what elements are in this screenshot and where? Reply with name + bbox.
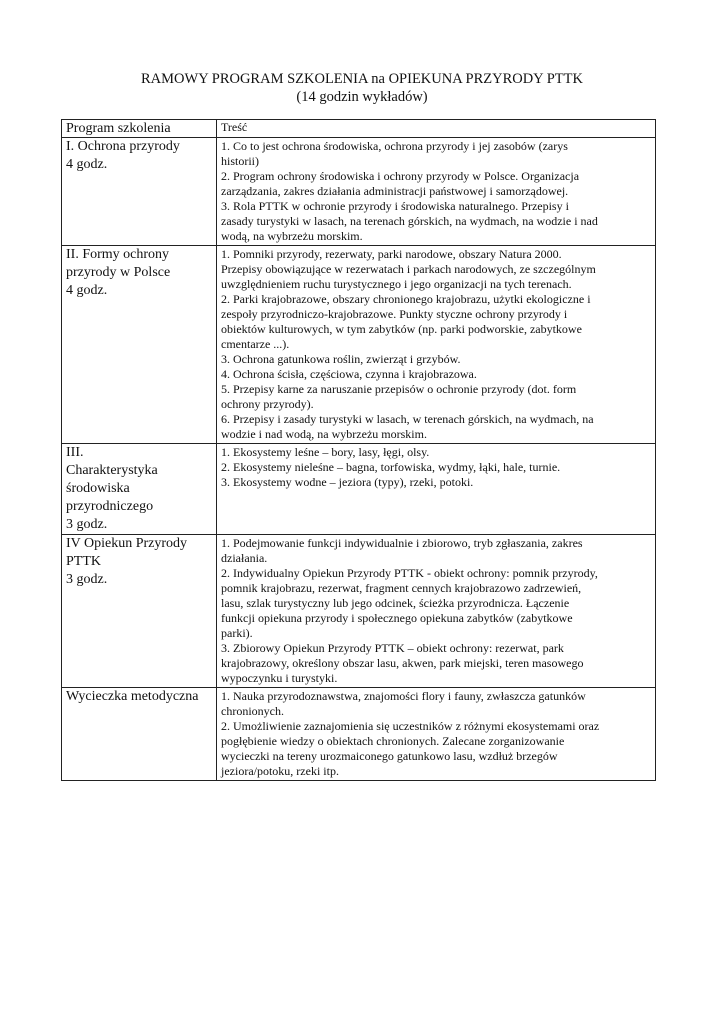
content-line: 5. Przepisy karne za naruszanie przepisów o ochronie przyrody (dot. form [221,382,577,396]
program-line: III. [66,445,84,460]
content-line: zasady turystyki w lasach, na terenach górskich, na wydmach, na wodzie i nad [221,214,598,228]
content-line: lasu, szlak turystyczny lub jego odcinek, ścieżka przyrodnicza. Łączenie [221,596,570,610]
table-row [62,138,656,246]
program-line: Wycieczka metodyczna [66,689,199,704]
table-header-row [62,120,656,138]
content-cell [217,535,656,688]
program-line: 4 godz. [66,283,108,298]
program-line: przyrody w Polsce [66,265,171,280]
header-program: Program szkolenia [62,120,217,138]
program-line: 4 godz. [66,157,108,172]
content-line: 2. Umożliwienie zaznajomienia się uczestników z różnymi ekosystemami oraz [221,719,600,733]
content-line: 1. Ekosystemy leśne – bory, lasy, łęgi, olsy. [221,445,430,459]
content-line: Przepisy obowiązujące w rezerwatach i parkach narodowych, ze szczególnym [221,262,596,276]
table-row [62,444,656,535]
content-line: uwzględnieniem ruchu turystycznego i jego organizacji na tych terenach. [221,277,572,291]
table-body [62,138,656,781]
content-line: 4. Ochrona ścisła, częściowa, czynna i krajobrazowa. [221,367,477,381]
content-line: 3. Ochrona gatunkowa roślin, zwierząt i grzybów. [221,352,461,366]
content-line: pomnik krajobrazu, rezerwat, fragment cennych krajobrazowo zadrzewień, [221,581,582,595]
content-line: 3. Ekosystemy wodne – jeziora (typy), rzeki, potoki. [221,475,474,489]
program-cell [62,444,217,535]
content-cell [217,688,656,781]
content-line: obiektów kulturowych, w tym zabytków (np. parki podworskie, zabytkowe [221,322,582,336]
content-line: jeziora/potoku, rzeki itp. [221,764,339,778]
content-line: działania. [221,551,268,565]
content-line: wypoczynku i turystyki. [221,671,338,685]
program-cell [62,246,217,444]
program-cell [62,535,217,688]
table-row [62,688,656,781]
title-line-2: (14 godzin wykładów) [296,89,428,105]
program-cell [62,138,217,246]
content-line: cmentarze ...). [221,337,290,351]
title-line-1: RAMOWY PROGRAM SZKOLENIA na OPIEKUNA PRZYRODY PTTK [141,71,583,87]
content-line: wycieczki na tereny urozmaiconego gatunkowo lasu, wzdłuż brzegów [221,749,558,763]
content-line: 1. Podejmowanie funkcji indywidualnie i zbiorowo, tryb zgłaszania, zakres [221,536,583,550]
content-line: 2. Ekosystemy nieleśne – bagna, torfowiska, wydmy, łąki, hale, turnie. [221,460,561,474]
content-line: 2. Parki krajobrazowe, obszary chronionego krajobrazu, użytki ekologiczne i [221,292,591,306]
program-table [61,119,656,781]
content-line: 1. Co to jest ochrona środowiska, ochrona przyrody i jej zasobów (zarys [221,139,568,153]
content-line: 1. Pomniki przyrody, rezerwaty, parki narodowe, obszary Natura 2000. [221,247,562,261]
content-line: zespoły przyrodniczo-krajobrazowe. Punkty styczne ochrony przyrody i [221,307,568,321]
content-line: 1. Nauka przyrodoznawstwa, znajomości flory i fauny, zwłaszcza gatunków [221,689,586,703]
header-content: Treść [217,120,656,138]
program-line: II. Formy ochrony [66,247,170,262]
content-cell [217,138,656,246]
content-line: 2. Indywidualny Opiekun Przyrody PTTK - obiekt ochrony: pomnik przyrody, [221,566,598,580]
program-line: Charakterystyka [66,463,158,478]
document-title [0,70,724,106]
content-line: parki). [221,626,253,640]
program-cell [62,688,217,781]
program-line: przyrodniczego [66,499,154,514]
content-line: ochrony przyrody). [221,397,314,411]
content-line: 2. Program ochrony środowiska i ochrony przyrody w Polsce. Organizacja [221,169,580,183]
content-line: wodzie i nad wodą, na wybrzeżu morskim. [221,427,427,441]
content-line: wodą, na wybrzeżu morskim. [221,229,363,243]
content-line: 3. Zbiorowy Opiekun Przyrody PTTK – obiekt ochrony: rezerwat, park [221,641,564,655]
program-line: I. Ochrona przyrody [66,139,180,154]
content-line: krajobrazowy, określony obszar lasu, akwen, park miejski, teren masowego [221,656,584,670]
content-line: 3. Rola PTTK w ochronie przyrody i środowiska naturalnego. Przepisy i [221,199,569,213]
content-line: historii) [221,154,259,168]
program-line: PTTK [66,554,101,569]
content-line: zarządzania, zakres działania administracji państwowej i samorządowej. [221,184,569,198]
content-line: chronionych. [221,704,284,718]
program-line: 3 godz. [66,572,108,587]
table-row [62,535,656,688]
program-line: 3 godz. [66,517,108,532]
content-line: pogłębienie wiedzy o obiektach chronionych. Zalecane zorganizowanie [221,734,565,748]
table-row [62,246,656,444]
content-line: funkcji opiekuna przyrody i społecznego opiekuna zabytków (zabytkowe [221,611,573,625]
content-cell [217,444,656,535]
content-cell [217,246,656,444]
program-line: środowiska [66,481,130,496]
content-line: 6. Przepisy i zasady turystyki w lasach, w terenach górskich, na wydmach, na [221,412,594,426]
program-line: IV Opiekun Przyrody [66,536,188,551]
